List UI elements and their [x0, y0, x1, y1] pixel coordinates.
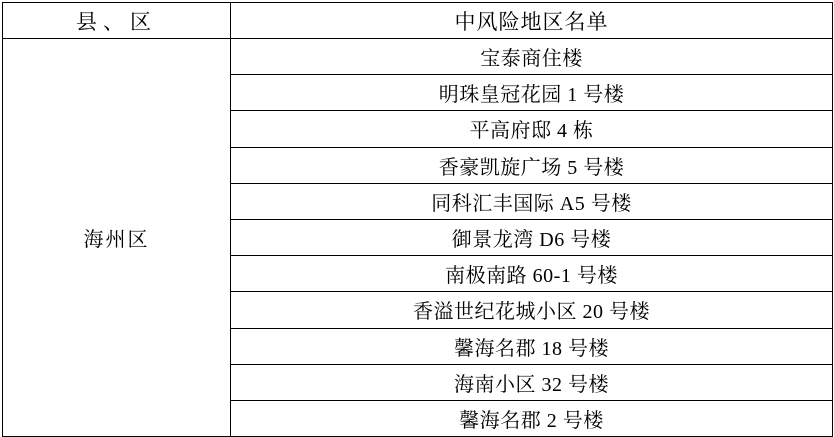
table-body — [3, 39, 833, 437]
risk-place-cell: 宝泰商住楼 — [231, 39, 833, 75]
table-row — [3, 39, 833, 75]
risk-place-cell: 御景龙湾 D6 号楼 — [231, 219, 833, 255]
column-header-risk-list: 中风险地区名单 — [231, 3, 833, 39]
risk-place-cell: 香溢世纪花城小区 20 号楼 — [231, 292, 833, 328]
district-name-cell: 海州区 — [3, 39, 231, 437]
risk-place-cell: 香豪凯旋广场 5 号楼 — [231, 147, 833, 183]
risk-place-cell: 海南小区 32 号楼 — [231, 364, 833, 400]
table-header — [3, 3, 833, 39]
risk-place-cell: 同科汇丰国际 A5 号楼 — [231, 183, 833, 219]
risk-place-cell: 平高府邸 4 栋 — [231, 111, 833, 147]
risk-place-cell: 明珠皇冠花园 1 号楼 — [231, 75, 833, 111]
column-header-district: 县、区 — [3, 3, 231, 39]
risk-place-cell: 馨海名郡 2 号楼 — [231, 400, 833, 436]
risk-area-table — [2, 2, 833, 437]
risk-place-cell: 南极南路 60-1 号楼 — [231, 256, 833, 292]
table-header-row — [3, 3, 833, 39]
risk-place-cell: 馨海名郡 18 号楼 — [231, 328, 833, 364]
